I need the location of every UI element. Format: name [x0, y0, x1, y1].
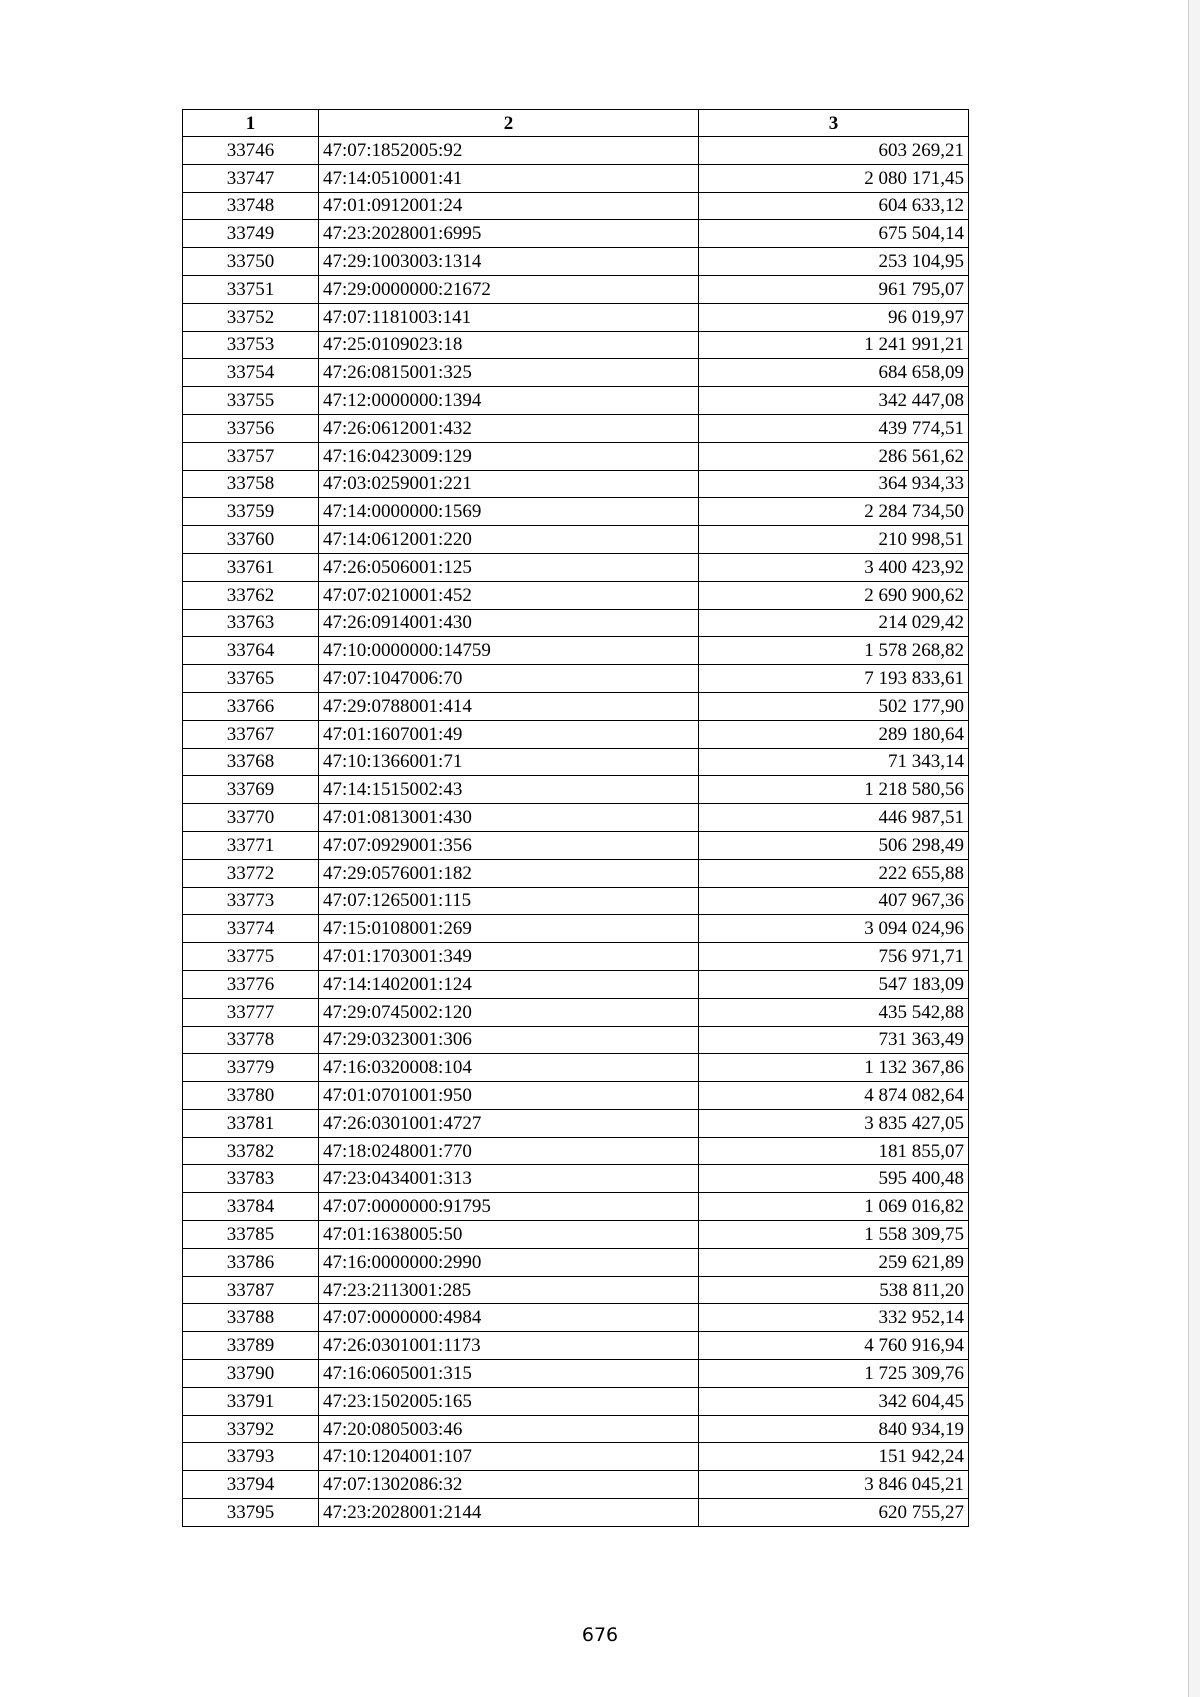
- table-row: [183, 1165, 969, 1193]
- cadastral-number-cell: 47:29:0788001:414: [319, 692, 699, 720]
- cadastral-number-cell: 47:14:0000000:1569: [319, 498, 699, 526]
- cadastral-number-cell: 47:29:0000000:21672: [319, 275, 699, 303]
- table-row: [183, 859, 969, 887]
- table-row: [183, 1082, 969, 1110]
- cadastral-value-cell: 2 690 900,62: [699, 581, 969, 609]
- cadastral-number-cell: 47:10:1366001:71: [319, 748, 699, 776]
- table-row: [183, 553, 969, 581]
- row-number-cell: 33766: [183, 692, 319, 720]
- row-number-cell: 33755: [183, 387, 319, 415]
- cadastral-value-cell: 4 760 916,94: [699, 1332, 969, 1360]
- cadastral-value-cell: 71 343,14: [699, 748, 969, 776]
- cadastral-number-cell: 47:16:0423009:129: [319, 442, 699, 470]
- cadastral-value-cell: 1 578 268,82: [699, 637, 969, 665]
- row-number-cell: 33783: [183, 1165, 319, 1193]
- table-row: [183, 1109, 969, 1137]
- table-row: [183, 1471, 969, 1499]
- cadastral-number-cell: 47:01:1638005:50: [319, 1221, 699, 1249]
- cadastral-value-cell: 151 942,24: [699, 1443, 969, 1471]
- cadastral-number-cell: 47:26:0914001:430: [319, 609, 699, 637]
- cadastral-value-cell: 3 400 423,92: [699, 553, 969, 581]
- cadastral-number-cell: 47:01:0701001:950: [319, 1082, 699, 1110]
- row-number-cell: 33749: [183, 220, 319, 248]
- cadastral-number-cell: 47:07:0000000:91795: [319, 1193, 699, 1221]
- cadastral-value-cell: 253 104,95: [699, 248, 969, 276]
- table-row: [183, 998, 969, 1026]
- cadastral-value-cell: 2 080 171,45: [699, 164, 969, 192]
- cadastral-value-cell: 3 094 024,96: [699, 915, 969, 943]
- row-number-cell: 33768: [183, 748, 319, 776]
- cadastral-value-cell: 96 019,97: [699, 303, 969, 331]
- cadastral-value-cell: 961 795,07: [699, 275, 969, 303]
- cadastral-number-cell: 47:07:1852005:92: [319, 137, 699, 165]
- cadastral-value-cell: 603 269,21: [699, 137, 969, 165]
- table-row: [183, 1499, 969, 1527]
- cadastral-value-cell: 407 967,36: [699, 887, 969, 915]
- row-number-cell: 33753: [183, 331, 319, 359]
- row-number-cell: 33770: [183, 804, 319, 832]
- table-row: [183, 1443, 969, 1471]
- cadastral-value-cell: 595 400,48: [699, 1165, 969, 1193]
- cadastral-number-cell: 47:01:1703001:349: [319, 943, 699, 971]
- table-row: [183, 1332, 969, 1360]
- cadastral-number-cell: 47:07:1265001:115: [319, 887, 699, 915]
- cadastral-number-cell: 47:07:0210001:452: [319, 581, 699, 609]
- row-number-cell: 33750: [183, 248, 319, 276]
- cadastral-value-cell: 684 658,09: [699, 359, 969, 387]
- cadastral-value-cell: 342 447,08: [699, 387, 969, 415]
- row-number-cell: 33790: [183, 1360, 319, 1388]
- table-row: [183, 164, 969, 192]
- table-row: [183, 665, 969, 693]
- cadastral-number-cell: 47:01:0912001:24: [319, 192, 699, 220]
- row-number-cell: 33772: [183, 859, 319, 887]
- row-number-cell: 33764: [183, 637, 319, 665]
- row-number-cell: 33778: [183, 1026, 319, 1054]
- table-row: [183, 720, 969, 748]
- cadastral-value-cell: 1 725 309,76: [699, 1360, 969, 1388]
- table-row: [183, 776, 969, 804]
- cadastral-value-cell: 259 621,89: [699, 1248, 969, 1276]
- row-number-cell: 33748: [183, 192, 319, 220]
- column-header-2: 2: [319, 110, 699, 137]
- table-row: [183, 1248, 969, 1276]
- table-row: [183, 1193, 969, 1221]
- cadastral-number-cell: 47:07:0929001:356: [319, 831, 699, 859]
- row-number-cell: 33751: [183, 275, 319, 303]
- table-row: [183, 275, 969, 303]
- cadastral-number-cell: 47:12:0000000:1394: [319, 387, 699, 415]
- row-number-cell: 33746: [183, 137, 319, 165]
- row-number-cell: 33758: [183, 470, 319, 498]
- table-row: [183, 887, 969, 915]
- cadastral-number-cell: 47:26:0815001:325: [319, 359, 699, 387]
- table-row: [183, 414, 969, 442]
- cadastral-number-cell: 47:23:2113001:285: [319, 1276, 699, 1304]
- row-number-cell: 33793: [183, 1443, 319, 1471]
- row-number-cell: 33781: [183, 1109, 319, 1137]
- table-row: [183, 303, 969, 331]
- row-number-cell: 33794: [183, 1471, 319, 1499]
- cadastral-value-cell: 7 193 833,61: [699, 665, 969, 693]
- table-row: [183, 1137, 969, 1165]
- row-number-cell: 33769: [183, 776, 319, 804]
- table-row: [183, 192, 969, 220]
- cadastral-value-cell: 675 504,14: [699, 220, 969, 248]
- cadastral-number-cell: 47:15:0108001:269: [319, 915, 699, 943]
- table-row: [183, 943, 969, 971]
- table-row: [183, 1026, 969, 1054]
- cadastral-value-cell: 286 561,62: [699, 442, 969, 470]
- table-row: [183, 609, 969, 637]
- row-number-cell: 33747: [183, 164, 319, 192]
- column-header-3: 3: [699, 110, 969, 137]
- cadastral-value-cell: 547 183,09: [699, 970, 969, 998]
- table-row: [183, 331, 969, 359]
- cadastral-value-cell: 222 655,88: [699, 859, 969, 887]
- cadastral-value-cell: 1 241 991,21: [699, 331, 969, 359]
- row-number-cell: 33763: [183, 609, 319, 637]
- row-number-cell: 33780: [183, 1082, 319, 1110]
- table-row: [183, 970, 969, 998]
- cadastral-number-cell: 47:07:1302086:32: [319, 1471, 699, 1499]
- cadastral-value-cell: 446 987,51: [699, 804, 969, 832]
- table-header-row: [183, 110, 969, 137]
- table-row: [183, 387, 969, 415]
- table-row: [183, 442, 969, 470]
- cadastral-number-cell: 47:16:0320008:104: [319, 1054, 699, 1082]
- row-number-cell: 33773: [183, 887, 319, 915]
- row-number-cell: 33752: [183, 303, 319, 331]
- cadastral-number-cell: 47:01:1607001:49: [319, 720, 699, 748]
- row-number-cell: 33782: [183, 1137, 319, 1165]
- cadastral-number-cell: 47:26:0301001:4727: [319, 1109, 699, 1137]
- cadastral-number-cell: 47:14:0510001:41: [319, 164, 699, 192]
- cadastral-value-cell: 506 298,49: [699, 831, 969, 859]
- row-number-cell: 33786: [183, 1248, 319, 1276]
- cadastral-number-cell: 47:07:1047006:70: [319, 665, 699, 693]
- cadastral-value-cell: 538 811,20: [699, 1276, 969, 1304]
- cadastral-value-cell: 342 604,45: [699, 1387, 969, 1415]
- row-number-cell: 33791: [183, 1387, 319, 1415]
- row-number-cell: 33784: [183, 1193, 319, 1221]
- cadastral-value-cell: 364 934,33: [699, 470, 969, 498]
- table-row: [183, 220, 969, 248]
- row-number-cell: 33759: [183, 498, 319, 526]
- table-row: [183, 1387, 969, 1415]
- cadastral-value-cell: 620 755,27: [699, 1499, 969, 1527]
- cadastral-number-cell: 47:26:0612001:432: [319, 414, 699, 442]
- row-number-cell: 33785: [183, 1221, 319, 1249]
- cadastral-value-table: [182, 109, 969, 1527]
- cadastral-number-cell: 47:29:1003003:1314: [319, 248, 699, 276]
- row-number-cell: 33774: [183, 915, 319, 943]
- table-row: [183, 359, 969, 387]
- cadastral-number-cell: 47:10:0000000:14759: [319, 637, 699, 665]
- cadastral-number-cell: 47:29:0745002:120: [319, 998, 699, 1026]
- cadastral-value-cell: 214 029,42: [699, 609, 969, 637]
- cadastral-number-cell: 47:23:0434001:313: [319, 1165, 699, 1193]
- table-row: [183, 1276, 969, 1304]
- cadastral-number-cell: 47:23:2028001:2144: [319, 1499, 699, 1527]
- cadastral-number-cell: 47:18:0248001:770: [319, 1137, 699, 1165]
- row-number-cell: 33787: [183, 1276, 319, 1304]
- cadastral-number-cell: 47:26:0506001:125: [319, 553, 699, 581]
- column-header-1: 1: [183, 110, 319, 137]
- cadastral-value-cell: 756 971,71: [699, 943, 969, 971]
- table-row: [183, 1360, 969, 1388]
- row-number-cell: 33795: [183, 1499, 319, 1527]
- cadastral-value-cell: 840 934,19: [699, 1415, 969, 1443]
- row-number-cell: 33765: [183, 665, 319, 693]
- table-row: [183, 1304, 969, 1332]
- row-number-cell: 33775: [183, 943, 319, 971]
- cadastral-value-cell: 435 542,88: [699, 998, 969, 1026]
- cadastral-value-cell: 4 874 082,64: [699, 1082, 969, 1110]
- table-row: [183, 692, 969, 720]
- cadastral-number-cell: 47:03:0259001:221: [319, 470, 699, 498]
- cadastral-number-cell: 47:16:0000000:2990: [319, 1248, 699, 1276]
- cadastral-value-cell: 502 177,90: [699, 692, 969, 720]
- cadastral-value-cell: 1 132 367,86: [699, 1054, 969, 1082]
- row-number-cell: 33789: [183, 1332, 319, 1360]
- cadastral-number-cell: 47:16:0605001:315: [319, 1360, 699, 1388]
- cadastral-number-cell: 47:23:1502005:165: [319, 1387, 699, 1415]
- cadastral-number-cell: 47:26:0301001:1173: [319, 1332, 699, 1360]
- row-number-cell: 33779: [183, 1054, 319, 1082]
- cadastral-number-cell: 47:10:1204001:107: [319, 1443, 699, 1471]
- table-row: [183, 470, 969, 498]
- row-number-cell: 33771: [183, 831, 319, 859]
- cadastral-value-cell: 2 284 734,50: [699, 498, 969, 526]
- cadastral-value-cell: 3 835 427,05: [699, 1109, 969, 1137]
- row-number-cell: 33792: [183, 1415, 319, 1443]
- row-number-cell: 33760: [183, 526, 319, 554]
- cadastral-number-cell: 47:14:0612001:220: [319, 526, 699, 554]
- cadastral-value-cell: 439 774,51: [699, 414, 969, 442]
- table-row: [183, 1415, 969, 1443]
- table-row: [183, 1054, 969, 1082]
- table-row: [183, 526, 969, 554]
- table-row: [183, 137, 969, 165]
- row-number-cell: 33756: [183, 414, 319, 442]
- cadastral-value-cell: 1 069 016,82: [699, 1193, 969, 1221]
- row-number-cell: 33757: [183, 442, 319, 470]
- cadastral-number-cell: 47:07:1181003:141: [319, 303, 699, 331]
- table-row: [183, 1221, 969, 1249]
- table-row: [183, 498, 969, 526]
- cadastral-value-cell: 731 363,49: [699, 1026, 969, 1054]
- cadastral-value-cell: 604 633,12: [699, 192, 969, 220]
- cadastral-value-cell: 1 558 309,75: [699, 1221, 969, 1249]
- table-body: [183, 137, 969, 1527]
- table-row: [183, 748, 969, 776]
- cadastral-number-cell: 47:20:0805003:46: [319, 1415, 699, 1443]
- table-row: [183, 248, 969, 276]
- row-number-cell: 33767: [183, 720, 319, 748]
- cadastral-number-cell: 47:01:0813001:430: [319, 804, 699, 832]
- cadastral-number-cell: 47:14:1515002:43: [319, 776, 699, 804]
- table-row: [183, 831, 969, 859]
- cadastral-number-cell: 47:23:2028001:6995: [319, 220, 699, 248]
- cadastral-value-cell: 332 952,14: [699, 1304, 969, 1332]
- cadastral-number-cell: 47:25:0109023:18: [319, 331, 699, 359]
- cadastral-number-cell: 47:29:0576001:182: [319, 859, 699, 887]
- cadastral-value-cell: 3 846 045,21: [699, 1471, 969, 1499]
- cadastral-number-cell: 47:29:0323001:306: [319, 1026, 699, 1054]
- cadastral-value-cell: 181 855,07: [699, 1137, 969, 1165]
- cadastral-value-cell: 1 218 580,56: [699, 776, 969, 804]
- row-number-cell: 33754: [183, 359, 319, 387]
- cadastral-value-cell: 210 998,51: [699, 526, 969, 554]
- page-number: 676: [581, 1624, 619, 1646]
- row-number-cell: 33776: [183, 970, 319, 998]
- table-row: [183, 637, 969, 665]
- page-edge-strip: [1188, 0, 1200, 1697]
- table-row: [183, 915, 969, 943]
- row-number-cell: 33762: [183, 581, 319, 609]
- cadastral-number-cell: 47:07:0000000:4984: [319, 1304, 699, 1332]
- cadastral-number-cell: 47:14:1402001:124: [319, 970, 699, 998]
- row-number-cell: 33788: [183, 1304, 319, 1332]
- row-number-cell: 33761: [183, 553, 319, 581]
- row-number-cell: 33777: [183, 998, 319, 1026]
- cadastral-value-cell: 289 180,64: [699, 720, 969, 748]
- table-row: [183, 581, 969, 609]
- table-row: [183, 804, 969, 832]
